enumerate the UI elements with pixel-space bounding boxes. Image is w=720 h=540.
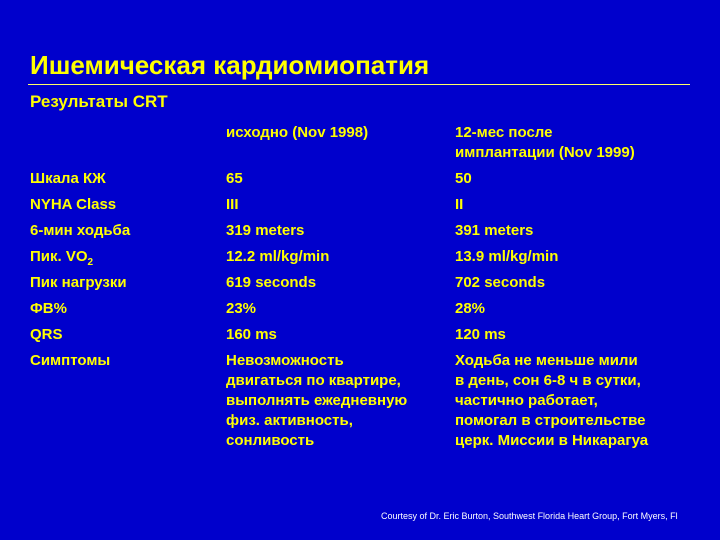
header-baseline: исходно (Nov 1998)	[226, 124, 369, 141]
slide-title: Ишемическая кардиомиопатия	[30, 50, 430, 80]
header-followup-line: 12-мес после	[455, 124, 553, 141]
symptoms-followup-line: помогал в строительстве	[455, 412, 646, 429]
row-baseline: 319 meters	[226, 222, 305, 239]
slide-subtitle: Результаты CRT	[30, 92, 168, 111]
symptoms-baseline-line: Невозможность	[226, 352, 344, 369]
footer-credit: Courtesy of Dr. Eric Burton, Southwest Florida Heart Group, Fort Myers, Fl	[381, 511, 678, 521]
row-followup: II	[455, 196, 464, 213]
symptoms-followup-line: церк. Миссии в Никарагуа	[455, 432, 649, 449]
row-label: ФВ%	[30, 300, 67, 317]
row-followup: 28%	[455, 300, 486, 317]
row-label: NYHA Class	[30, 196, 117, 213]
row-followup: 702 seconds	[455, 274, 546, 291]
symptoms-label: Симптомы	[30, 352, 111, 369]
row-label: Пик нагрузки	[30, 274, 127, 291]
row-baseline: 65	[226, 170, 243, 187]
row-label: 6-мин ходьба	[30, 222, 131, 239]
title-divider	[28, 84, 690, 85]
row-baseline: 160 ms	[226, 326, 277, 343]
row-followup: 120 ms	[455, 326, 506, 343]
symptoms-baseline-line: двигаться по квартире,	[226, 372, 401, 389]
row-label: Шкала КЖ	[30, 170, 106, 187]
row-label	[30, 247, 93, 273]
header-followup-line: имплантации (Nov 1999)	[455, 144, 635, 161]
row-label-main: Пик. VO	[30, 248, 88, 265]
row-followup: 13.9 ml/kg/min	[455, 248, 559, 265]
header-followup	[455, 123, 635, 163]
row-baseline: 23%	[226, 300, 257, 317]
row-followup: 391 meters	[455, 222, 534, 239]
symptoms-followup	[455, 351, 648, 451]
symptoms-followup-line: Ходьба не меньше мили	[455, 352, 638, 369]
row-baseline: 12.2 ml/kg/min	[226, 248, 330, 265]
symptoms-followup-line: в день, сон 6-8 ч в сутки,	[455, 372, 641, 389]
symptoms-baseline	[226, 351, 407, 451]
symptoms-baseline-line: физ. активность,	[226, 412, 353, 429]
row-label-subscript: 2	[87, 257, 94, 268]
symptoms-baseline-line: сонливость	[226, 432, 315, 449]
row-label: QRS	[30, 326, 63, 343]
symptoms-baseline-line: выполнять ежедневную	[226, 392, 408, 409]
row-baseline: III	[226, 196, 239, 213]
row-baseline: 619 seconds	[226, 274, 317, 291]
symptoms-followup-line: частично работает,	[455, 392, 598, 409]
row-followup: 50	[455, 170, 472, 187]
